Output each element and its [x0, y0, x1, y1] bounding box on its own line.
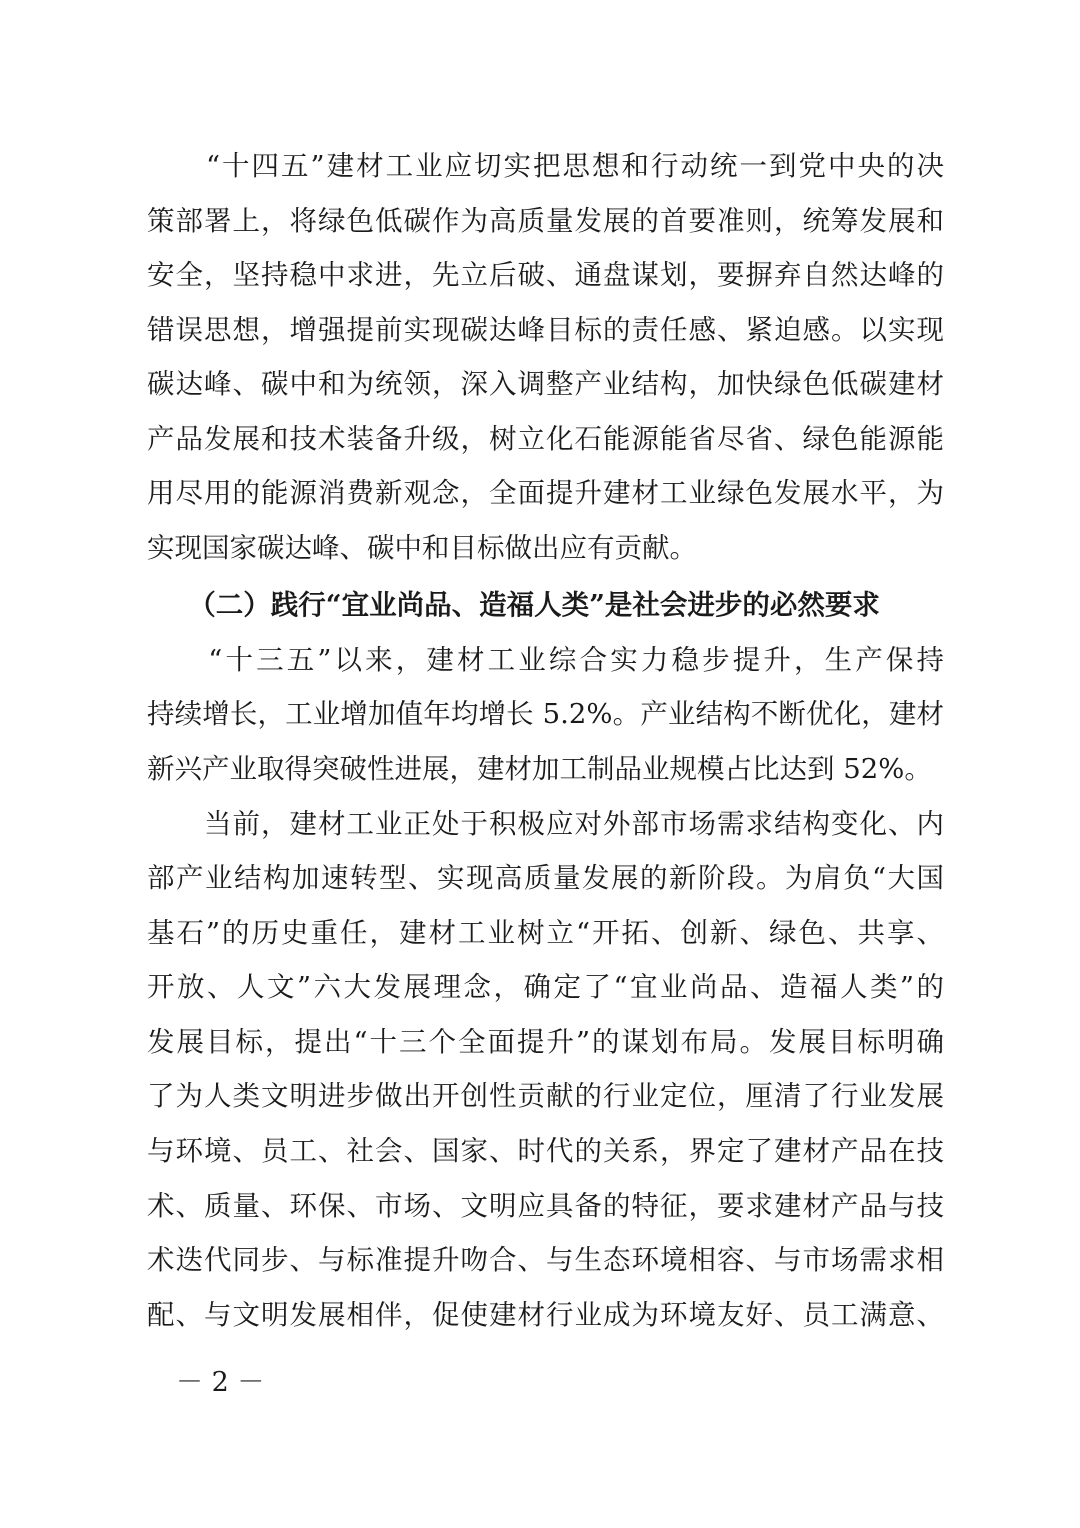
paragraph-line-4: 错误思想，增强提前实现碳达峰目标的责任感、紧迫感。以实现 — [147, 314, 944, 346]
paragraph-line-6: 产品发展和技术装备升级，树立化石能源能省尽省、绿色能源能 — [147, 423, 944, 455]
paragraph-line-1: “十四五”建材工业应切实把思想和行动统一到党中央的决 — [147, 150, 944, 182]
paragraph-line-16: 开放、人文”六大发展理念，确定了“宜业尚品、造福人类”的 — [147, 971, 944, 1003]
paragraph-line-8: 实现国家碳达峰、碳中和目标做出应有贡献。 — [147, 532, 697, 564]
paragraph-line-13: 当前，建材工业正处于积极应对外部市场需求结构变化、内 — [147, 808, 944, 840]
paragraph-line-22: 配、与文明发展相伴，促使建材行业成为环境友好、员工满意、 — [147, 1299, 944, 1331]
paragraph-line-5: 碳达峰、碳中和为统领，深入调整产业结构，加快绿色低碳建材 — [147, 368, 944, 400]
paragraph-line-12: 新兴产业取得突破性进展，建材加工制品业规模占比达到 52%。 — [147, 753, 932, 785]
paragraph-line-15: 基石”的历史重任，建材工业树立“开拓、创新、绿色、共享、 — [147, 917, 944, 949]
paragraph-line-3: 安全，坚持稳中求进，先立后破、通盘谋划，要摒弃自然达峰的 — [147, 259, 944, 291]
paragraph-line-10: “十三五”以来，建材工业综合实力稳步提升，生产保持 — [147, 644, 944, 676]
paragraph-line-14: 部产业结构加速转型、实现高质量发展的新阶段。为肩负“大国 — [147, 862, 944, 894]
paragraph-line-21: 术迭代同步、与标准提升吻合、与生态环境相容、与市场需求相 — [147, 1244, 944, 1276]
paragraph-line-20: 术、质量、环保、市场、文明应具备的特征，要求建材产品与技 — [147, 1190, 944, 1222]
paragraph-line-17: 发展目标，提出“十三个全面提升”的谋划布局。发展目标明确 — [147, 1026, 944, 1058]
paragraph-line-11: 持续增长，工业增加值年均增长 5.2%。产业结构不断优化，建材 — [147, 698, 944, 730]
page-number: － 2 － — [176, 1367, 265, 1398]
paragraph-line-2: 策部署上，将绿色低碳作为高质量发展的首要准则，统筹发展和 — [147, 205, 944, 237]
section-heading: （二）践行“宜业尚品、造福人类”是社会进步的必然要求 — [147, 589, 880, 621]
paragraph-line-19: 与环境、员工、社会、国家、时代的关系，界定了建材产品在技 — [147, 1135, 944, 1167]
paragraph-line-7: 用尽用的能源消费新观念，全面提升建材工业绿色发展水平，为 — [147, 477, 944, 509]
paragraph-line-18: 了为人类文明进步做出开创性贡献的行业定位，厘清了行业发展 — [147, 1080, 944, 1112]
